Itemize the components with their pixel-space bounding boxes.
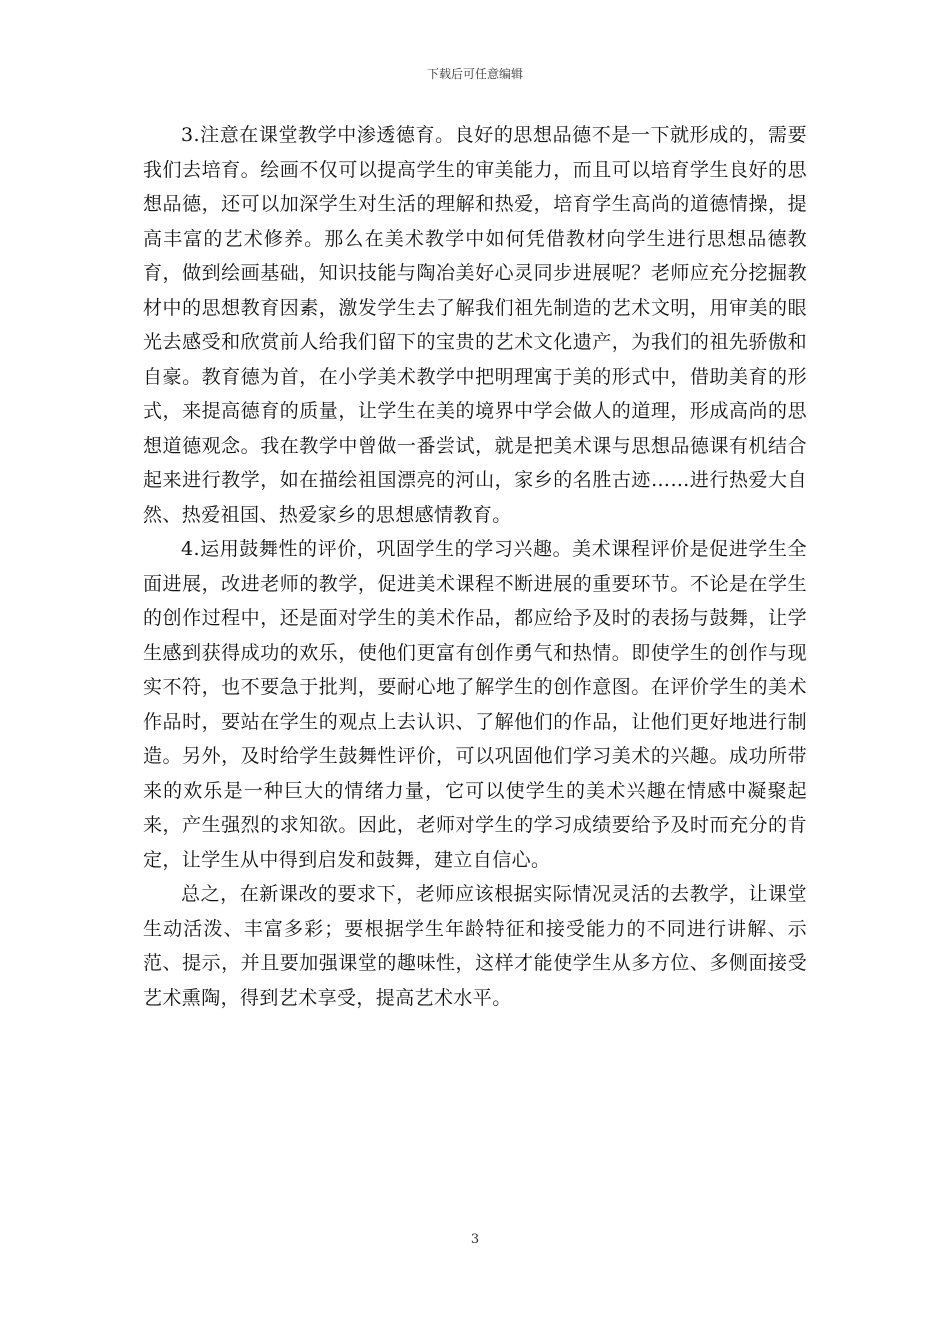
paragraph-encouraging-evaluation: 4.运用鼓舞性的评价，巩固学生的学习兴趣。美术课程评价是促进学生全面进展，改进老师的教学，促进美术课程不断进展的重要环节。不论是在学生的创作过程中，还是面对学生的美术作品，都应给予及时的表扬与鼓舞，让学生感到获得成功的欢乐，使他们更富有创作勇气和热情。即使学生的创作与现实不符，也不要急于批判，要耐心地了解学生的创作意图。在评价学生的美术作品时，要站在学生的观点上去认识、了解他们的作品，让他们更好地进行制造。另外，及时给学生鼓舞性评价，可以巩固他们学习美术的兴趣。成功所带来的欢乐是一种巨大的情绪力量，它可以使学生的美术兴趣在情感中凝聚起来，产生强烈的求知欲。因此，老师对学生的学习成绩要给予及时而充分的肯定，让学生从中得到启发和鼓舞，建立自信心。 [143, 538, 807, 871]
page-number: 3 [470, 1232, 480, 1247]
paragraph-moral-education: 3.注意在课堂教学中渗透德育。良好的思想品德不是一下就形成的，需要我们去培育。绘画不仅可以提高学生的审美能力，而且可以培育学生良好的思想品德，还可以加深学生对生活的理解和热爱，培育学生高尚的道德情操，提高丰富的艺术修养。那么在美术教学中如何凭借教材向学生进行思想品德教育，做到绘画基础，知识技能与陶冶美好心灵同步进展呢？老师应充分挖掘教材中的思想教育因素，激发学生去了解我们祖先制造的艺术文明，用审美的眼光去感受和欣赏前人给我们留下的宝贵的艺术文化遗产，为我们的祖先骄傲和自豪。教育德为首，在小学美术教学中把明理寓于美的形式中，借助美育的形式，来提高德育的质量，让学生在美的境界中学会做人的道理，形成高尚的思想道德观念。我在教学中曾做一番尝试，就是把美术课与思想品德课有机结合起来进行教学，如在描绘祖国漂亮的河山，家乡的名胜古迹……进行热爱大自然、热爱祖国、热爱家乡的思想感情教育。 [143, 124, 807, 526]
body-text [143, 118, 807, 1015]
page-header: 下载后可任意编辑 [426, 67, 523, 81]
paragraph-conclusion: 总之，在新课改的要求下，老师应该根据实际情况灵活的去教学，让课堂生动活泼、丰富多彩；要根据学生年龄特征和接受能力的不同进行讲解、示范、提示，并且要加强课堂的趣味性，这样才能使学生从多方位、多侧面接受艺术熏陶，得到艺术享受，提高艺术水平。 [143, 883, 807, 1009]
